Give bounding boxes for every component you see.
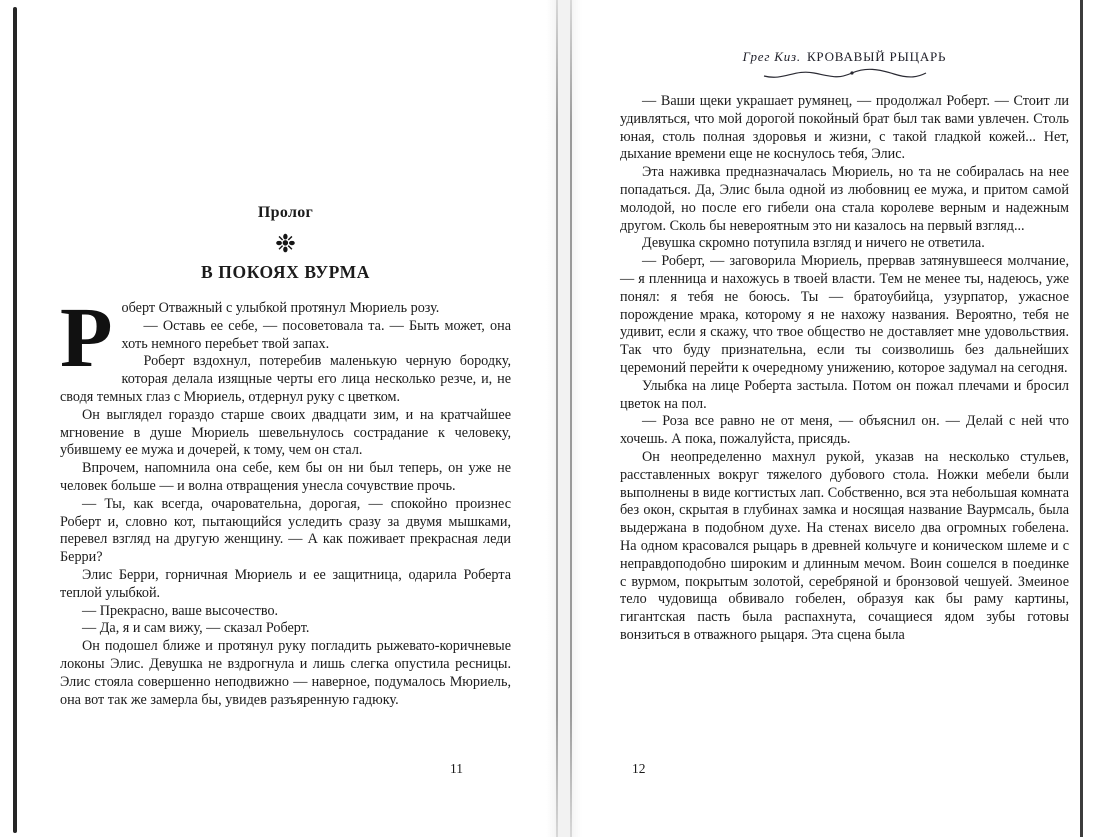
paragraph: Впрочем, напомнила она себе, кем бы он ни был теперь, он уже не человек больше — и волна отвращения унесла сочувствие прочь. [60,460,511,494]
gutter-line-right [570,0,572,837]
paragraph: — Прекрасно, ваше высочество. [82,602,279,619]
page-edge-left [13,7,17,833]
right-page-body [620,93,1069,645]
paragraph: Он подошел ближе и протянул руку погладить рыжевато-коричневые локоны Элис. Девушка не вздрогнула и лишь слегка опустила ресницы. Элис стояла совершенно неподвижно — наверное, подумалось Мюриель, она вот так же замерла бы, увидев разъяренную гадюку. [60,638,511,708]
binding-gutter [546,0,582,837]
page-left [60,0,511,837]
prologue-heading: Пролог [257,204,314,221]
paragraph: — Оставь ее себе, — посоветовала та. — Быть может, она хоть немного перебьет твой запах. [121,317,511,352]
header-flourish-icon [760,68,930,80]
paragraph: — Роза все равно не от меня, — объяснил он. — Делай с ней что хочешь. А пока, пожалуйста, присядь. [620,413,1069,448]
running-header-title: КРОВАВЫЙ РЫЦАРЬ [806,49,947,64]
paragraph: Эта наживка предназначалась Мюриель, но та не собиралась на нее попадаться. Да, Элис была одной из любовниц ее мужа, и притом самой молодой, но после его гибели она стала королеве верным и надежным другом. Сколь бы невероятным это ни казалось на первый взгляд... [620,164,1069,234]
paragraph: Улыбка на лице Роберта застыла. Потом он пожал плечами и бросил цветок на пол. [620,377,1069,412]
page-number-right: 12 [632,761,646,776]
paragraph: Он неопределенно махнул рукой, указав на несколько стульев, расставленных вокруг тяжелого дубового стола. Ножки мебели были выполнены в виде когтистых лап. Собственно, вся эта небольшая комната без окон, скрытая в глубинах замка и носящая название Ваурмсаль, была выдержана в подобном духе. На стенах висело два огромных гобелена. На одном красовался рыцарь в древней кольчуге и коническом шлеме и с неправдоподобно широким и длинным мечом. Воин сошелся в поединке с вурмом, покрытым золотой, серебряной и бронзовой чешуей. Змеиное тело чудовища обвивало гобелен, образуя как бы раму картины, гигантская пасть была распахнута, сочащиеся ядом зубы готовы вонзиться в отважного рыцаря. Эта сцена была [620,448,1069,643]
paragraph: Элис Берри, горничная Мюриель и ее защитница, одарила Роберта теплой улыбкой. [60,566,511,601]
paragraph: — Роберт, — заговорила Мюриель, прервав затянувшееся молчание, — я пленница и нахожусь в твоей власти. Тем не менее ты, надеюсь, уже понял: я тебя не боюсь. Ты — братоубийца, узурпатор, ужасное порождение мрака, которому я не нахожу названия. Вероятно, тебя не удивит, если я скажу, что твое общество не доставляет мне удовольствия. Так что буду признательна, если ты соизволишь без дальнейших церемоний перейти к очередному унижению, которое задумал на сегодня. [620,253,1069,376]
page-edge-right [1080,0,1083,837]
running-header-author: Грег Киз. [742,49,801,64]
section-ornament-icon: ❉ [275,229,296,258]
paragraph-text: оберт Отважный с улыбкой протянул Мюриель розу. [121,300,440,316]
paragraph: Роберт вздохнул, потеребив маленькую черную бородку, которая делала изящные черты его лица несколько резче, и, не сводя темных глаз с Мюриель, отдернул руку с цветком. [60,353,511,405]
chapter-title: В ПОКОЯХ ВУРМА [201,262,370,282]
page-right [620,0,1069,837]
drop-cap-letter: Р [60,289,113,385]
paragraph: — Ваши щеки украшает румянец, — продолжал Роберт. — Стоит ли удивляться, что мой дорогой покойный брат был так вами увлечен. Столь юная, столь полная здоровья и жизни, с такой гладкой кожей... Нет, дыхание времени еще не коснулось тебя, Элис. [620,93,1069,163]
paragraph: Девушка скромно потупила взгляд и ничего не ответила. [642,235,985,252]
paragraph: Он выглядел гораздо старше своих двадцати зим, и на кратчайшее мгновение в душе Мюриель шевельнулось сострадание к человеку, убившему ее мужа и дочерей, к тому, чем он стал. [60,406,511,459]
page-number-left: 11 [450,761,463,776]
paragraph: — Да, я и сам вижу, — сказал Роберт. [82,620,310,637]
running-header [620,49,1069,65]
paragraph: — Ты, как всегда, очаровательна, дорогая, — спокойно произнес Роберт и, словно кот, пытающийся уследить сразу за двумя мышками, перевел взгляд на другую женщину. — А как поживает прекрасная леди Берри? [60,495,511,566]
left-page-body [60,289,511,709]
gutter-line-left [556,0,558,837]
